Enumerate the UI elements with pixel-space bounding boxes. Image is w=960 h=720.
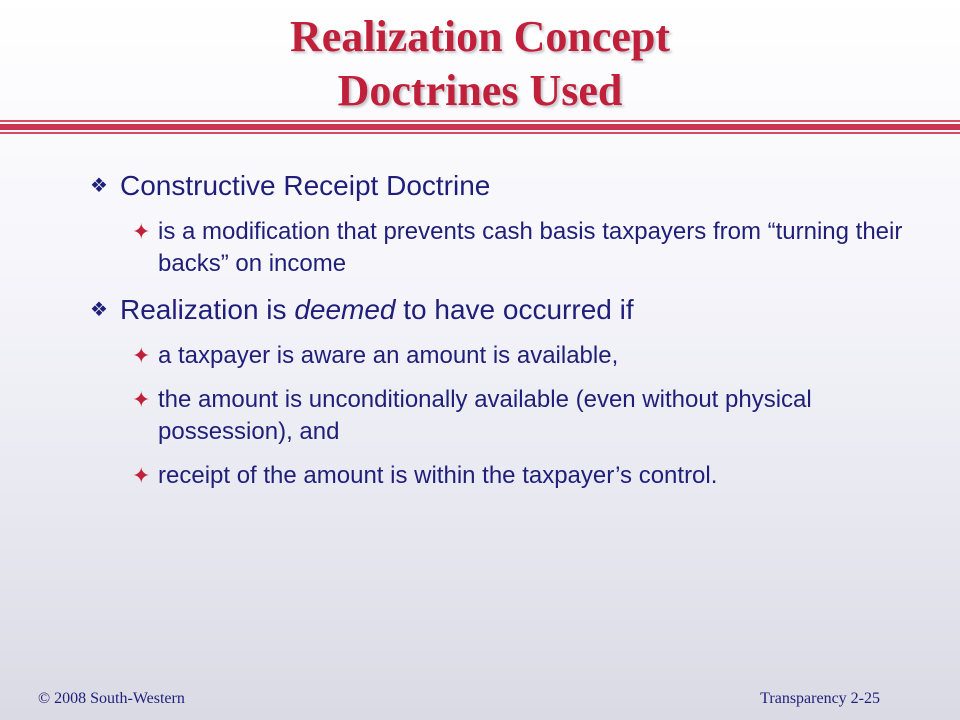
title-line-2: Doctrines Used xyxy=(337,66,623,115)
four-point-star-bullet-icon: ✦ xyxy=(132,463,151,488)
bullet-text-before: Realization is xyxy=(120,294,295,325)
four-point-star-bullet-icon: ✦ xyxy=(132,219,151,244)
sub-bullet-text: a taxpayer is aware an amount is available, xyxy=(158,342,619,369)
footer-transparency-number: Transparency 2-25 xyxy=(760,690,880,707)
bullet-text-after: to have occurred if xyxy=(395,294,634,325)
sub-bullet xyxy=(132,460,920,492)
four-point-star-bullet-icon: ✦ xyxy=(132,343,151,368)
slide-title xyxy=(0,10,960,118)
sub-bullet-list-2 xyxy=(132,340,920,492)
footer-copyright: © 2008 South-Western xyxy=(38,690,185,707)
bullet-realization-deemed xyxy=(90,292,920,328)
bullet-text-emphasis: deemed xyxy=(294,294,396,325)
title-line-1: Realization Concept xyxy=(289,12,671,61)
title-divider xyxy=(0,120,960,140)
sub-bullet-text: the amount is unconditionally available (even without physical possession), and xyxy=(158,386,812,445)
sub-bullet-text: is a modification that prevents cash basis taxpayers from “turning their backs” on income xyxy=(158,218,903,277)
diamond-flower-bullet-icon: ❖ xyxy=(90,299,108,321)
divider-line-top xyxy=(0,120,960,122)
bullet-text: Constructive Receipt Doctrine xyxy=(120,170,491,201)
divider-line-middle xyxy=(0,124,960,130)
sub-bullet xyxy=(132,340,920,372)
four-point-star-bullet-icon: ✦ xyxy=(132,387,151,412)
sub-bullet xyxy=(132,384,920,448)
sub-bullet-list-1 xyxy=(132,216,920,280)
sub-bullet-text: receipt of the amount is within the taxpayer’s control. xyxy=(158,462,718,489)
divider-line-bottom xyxy=(0,132,960,134)
diamond-flower-bullet-icon: ❖ xyxy=(90,175,108,197)
sub-bullet xyxy=(132,216,920,280)
bullet-content xyxy=(90,168,920,504)
bullet-constructive-receipt xyxy=(90,168,920,204)
